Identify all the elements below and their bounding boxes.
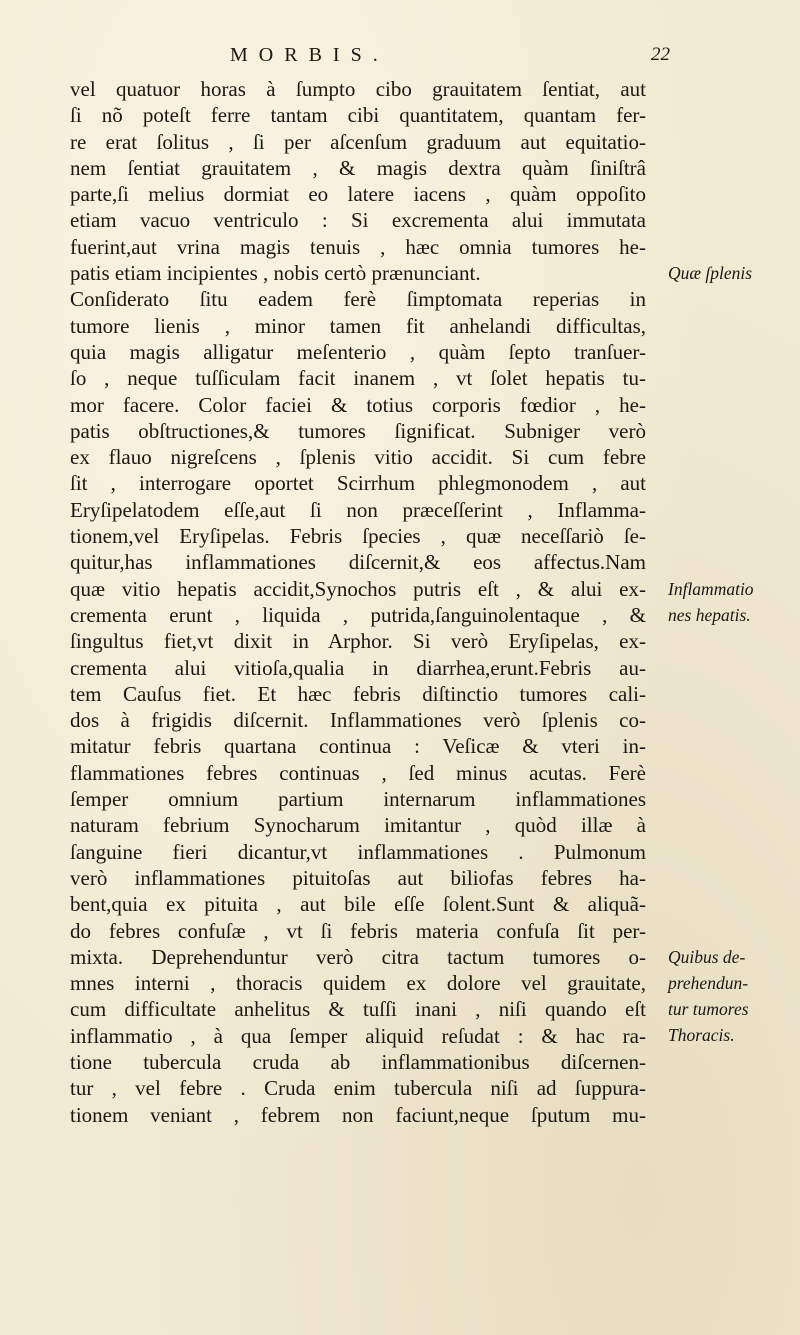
text-line: Conſiderato ſitu eadem ferè ſimptomata reperias in — [70, 287, 646, 312]
running-title: MORBIS. — [230, 44, 389, 66]
margin-note-inflammatio-line-2: nes hepatis. — [668, 605, 751, 625]
text-line: ſo , neque tuſſiculam facit inanem , vt ſolet hepatis tu- — [70, 366, 646, 391]
margin-note-inflammatio-line-1: Inflammatio — [668, 579, 754, 599]
text-line: tumore lienis , minor tamen fit anhelandi difficultas, — [70, 313, 646, 338]
page-number: 22 — [651, 44, 670, 65]
page-header — [230, 44, 670, 76]
text-line: do febres confuſæ , vt ſi febris materia confuſa ſit per- — [70, 918, 646, 943]
text-line: ſit , interrogare oportet Scirrhum phlegmonodem , aut — [70, 471, 646, 496]
text-line: crementa erunt , liquida , putrida,ſanguinolentaque , & — [70, 602, 646, 627]
text-line: tur , vel febre . Cruda enim tubercula niſi ad ſuppura- — [70, 1076, 646, 1101]
text-line: bent,quia ex pituita , aut bile eſſe ſolent.Sunt & aliquã- — [70, 892, 646, 917]
text-line: quitur,has inflammationes diſcernit,& eos affectus.Nam — [70, 550, 646, 575]
margin-note-splenis: Quæ ſplenis — [668, 263, 753, 283]
text-line: ſi nõ poteſt ferre tantam cibi quantitatem, quantam fer- — [70, 103, 646, 128]
text-line: ex flauo nigreſcens , ſplenis vitio accidit. Si cum febre — [70, 445, 646, 470]
text-line: fuerint,aut vrina magis tenuis , hæc omnia tumores he- — [70, 234, 646, 259]
text-line: ſanguine fieri dicantur,vt inflammationes . Pulmonum — [70, 839, 646, 864]
text-line: mixta. Deprehenduntur verò citra tactum tumores o- — [70, 944, 646, 969]
text-line: tionem veniant , febrem non faciunt,neque ſputum mu- — [70, 1102, 646, 1127]
text-line: ſemper omnium partium internarum inflammationes — [70, 787, 646, 812]
text-line: Eryſipelatodem eſſe,aut ſi non præceſſerint , Inflamma- — [70, 497, 646, 522]
main-text-column — [70, 76, 646, 1128]
text-line: inflammatio , à qua ſemper aliquid reſudat : & hac ra- — [70, 1023, 646, 1048]
text-line: mitatur febris quartana continua : Veſicæ & vteri in- — [70, 734, 646, 759]
text-line: vel quatuor horas à ſumpto cibo grauitatem ſentiat, aut — [70, 77, 646, 101]
text-line: verò inflammationes pituitoſas aut biliofas febres ha- — [70, 865, 646, 890]
text-line: mor facere. Color faciei & totius corporis fœdior , he- — [70, 392, 646, 417]
text-line: dos à frigidis diſcernit. Inflammationes verò ſplenis co- — [70, 708, 646, 733]
margin-note-thoracis-line-4: Thoracis. — [668, 1025, 735, 1045]
text-line: patis obſtructiones,& tumores ſignificat. Subniger verò — [70, 418, 646, 443]
text-line: patis etiam incipientes , nobis certò prænunciant. — [70, 261, 481, 286]
text-line: mnes interni , thoracis quidem ex dolore vel grauitate, — [70, 971, 646, 996]
text-line: tione tubercula cruda ab inflammationibus diſcernen- — [70, 1049, 646, 1074]
text-line: cum difficultate anhelitus & tuſſi inani , niſi quando eſt — [70, 997, 646, 1022]
text-line: crementa alui vitioſa,qualia in diarrhea,erunt.Febris au- — [70, 655, 646, 680]
text-line: naturam febrium Synocharum imitantur , quòd illæ à — [70, 813, 646, 838]
text-line: quia magis alligatur meſenterio , quàm ſepto tranſuer- — [70, 339, 646, 364]
text-line: flammationes febres continuas , ſed minus acutas. Ferè — [70, 760, 646, 785]
text-line: tionem,vel Eryſipelas. Febris ſpecies , quæ neceſſariò ſe- — [70, 524, 646, 549]
text-line: tem Cauſus fiet. Et hæc febris diſtinctio tumores cali- — [70, 681, 646, 706]
text-line: re erat ſolitus , ſi per aſcenſum graduum aut equitatio- — [70, 129, 646, 154]
margin-note-thoracis-line-3: tur tumores — [668, 999, 749, 1019]
text-line: quæ vitio hepatis accidit,Synochos putris eſt , & alui ex- — [70, 576, 646, 601]
margin-note-thoracis-line-1: Quibus de- — [668, 947, 746, 967]
text-line: etiam vacuo ventriculo : Si excrementa alui immutata — [70, 208, 646, 233]
text-line: parte,ſi melius dormiat eo latere iacens , quàm oppoſito — [70, 182, 646, 207]
text-line: ſingultus fiet,vt dixit in Arphor. Si verò Eryſipelas, ex- — [70, 629, 646, 654]
margin-note-thoracis-line-2: prehendun- — [668, 973, 749, 993]
text-line: nem ſentiat grauitatem , & magis dextra quàm ſiniſtrâ — [70, 155, 646, 180]
